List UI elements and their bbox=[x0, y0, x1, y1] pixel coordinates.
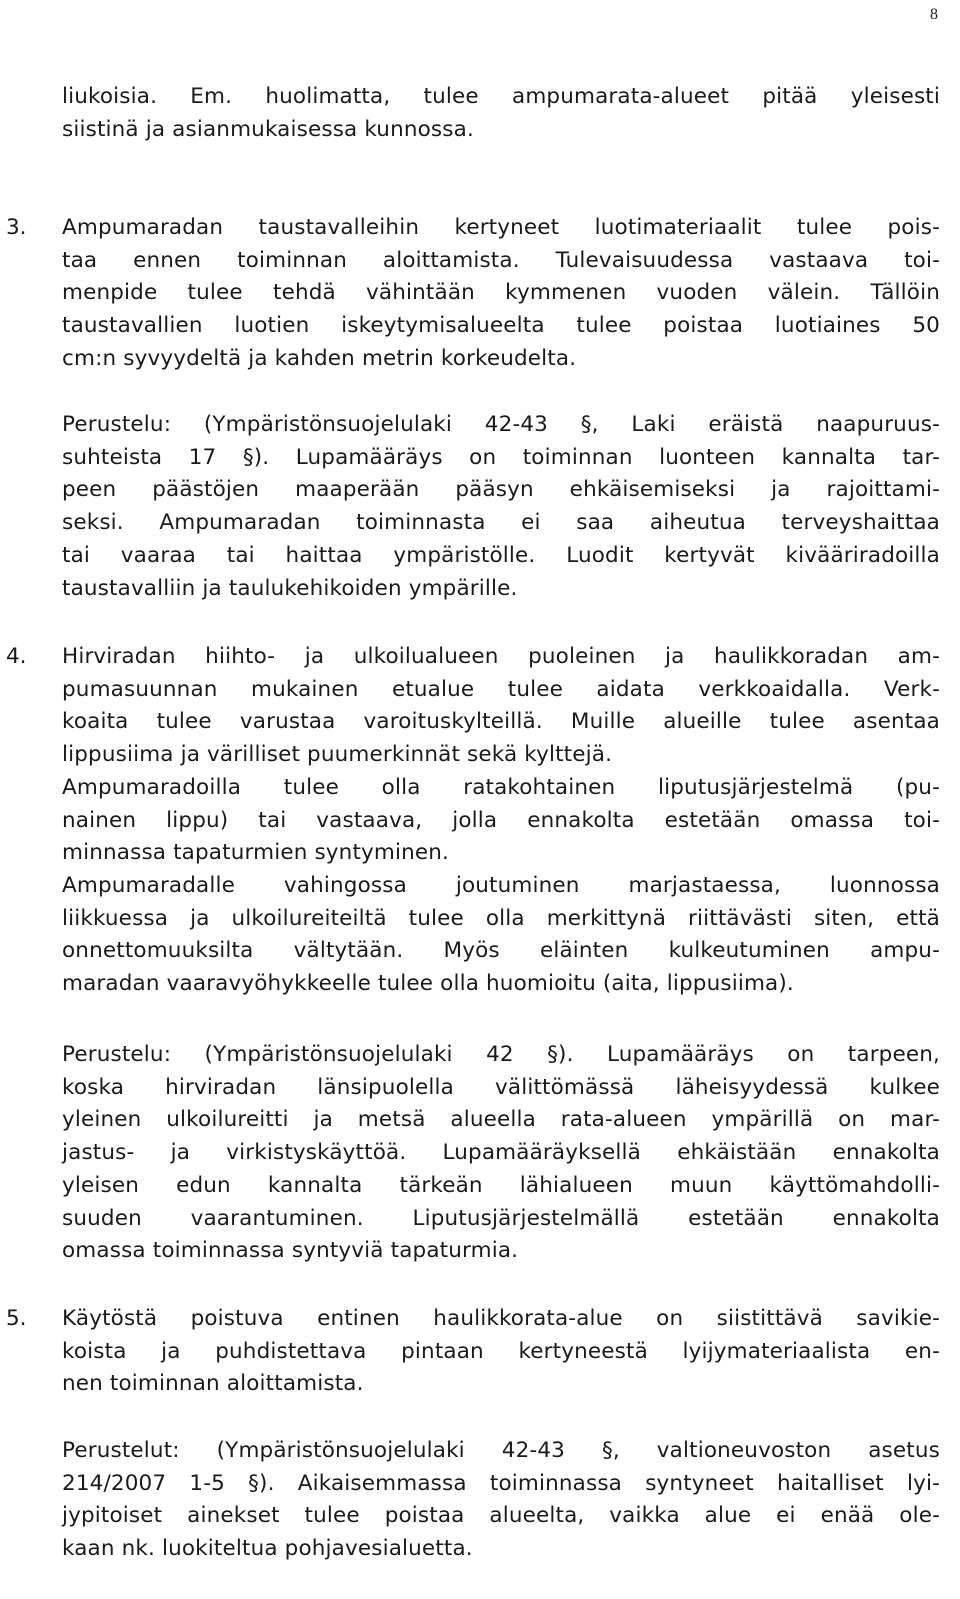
text-line: Ampumaradalle vahingossa joutuminen marjastaessa, luonnossa bbox=[62, 873, 940, 898]
text-line: koista ja puhdistettava pintaan kertyneestä lyijymateriaalista en- bbox=[62, 1338, 940, 1364]
text-line: jastus- ja virkistyskäyttöä. Lupamääräyksellä ehkäistään ennakolta bbox=[62, 1140, 940, 1166]
text-line: nainen lippu) tai vastaava, jolla ennakolta estetään omassa toi- bbox=[62, 807, 940, 833]
text-line: liikkuessa ja ulkoilureiteiltä tulee olla merkittynä riittävästi siten, että bbox=[62, 905, 940, 931]
text-line: Hirviradan hiihto- ja ulkoilualueen puoleinen ja haulikkoradan am- bbox=[62, 644, 940, 669]
text-line: jypitoiset ainekset tulee poistaa alueelta, vaikka alue ei enää ole- bbox=[62, 1503, 940, 1529]
text-line: minnassa tapaturmien syntyminen. bbox=[62, 840, 450, 866]
text-line: koaita tulee varustaa varoituskylteillä. Muille alueille tulee asentaa bbox=[62, 709, 940, 735]
text-line: taustavalliin ja taulukehikoiden ympärille. bbox=[62, 575, 518, 601]
paragraph-p-intro bbox=[62, 81, 940, 146]
text-line: Käytöstä poistuva entinen haulikkorata-alue on siistittävä savikie- bbox=[62, 1306, 940, 1331]
paragraph-item-4 bbox=[62, 641, 940, 772]
text-line: nen toiminnan aloittamista. bbox=[62, 1371, 364, 1397]
text-line: suhteista 17 §). Lupamääräys on toiminnan luonteen kannalta tar- bbox=[62, 444, 940, 470]
text-line: liukoisia. Em. huolimatta, tulee ampumarata-alueet pitää yleisesti bbox=[62, 84, 940, 109]
list-number-label: 4. bbox=[6, 644, 27, 669]
text-line: menpide tulee tehdä vähintään kymmenen vuoden välein. Tällöin bbox=[62, 280, 940, 306]
text-line: yleisen edun kannalta tärkeän lähialueen muun käyttömahdolli- bbox=[62, 1172, 940, 1198]
text-line: onnettomuuksilta vältytään. Myös eläinten kulkeutuminen ampu- bbox=[62, 938, 940, 964]
text-line: seksi. Ampumaradan toiminnasta ei saa aiheutua terveyshaittaa bbox=[62, 510, 940, 536]
list-number-label: 3. bbox=[6, 215, 27, 240]
text-line: omassa toiminnassa syntyviä tapaturmia. bbox=[62, 1238, 519, 1264]
paragraph-p-item4-b bbox=[62, 772, 940, 870]
text-line: peen päästöjen maaperään pääsyn ehkäisemiseksi ja rajoittami- bbox=[62, 477, 940, 503]
text-line: 214/2007 1-5 §). Aikaisemmassa toiminnassa syntyneet haitalliset lyi- bbox=[62, 1470, 940, 1496]
paragraph-item-3 bbox=[62, 212, 940, 376]
text-line: taustavallien luotien iskeytymisalueelta tulee poistaa luotiaines 50 bbox=[62, 313, 940, 339]
text-line: tai vaaraa tai haittaa ympäristölle. Luodit kertyvät kivääriradoilla bbox=[62, 542, 940, 568]
text-line: taa ennen toiminnan aloittamista. Tulevaisuudessa vastaava toi- bbox=[62, 247, 940, 273]
text-line: yleinen ulkoilureitti ja metsä alueella rata-alueen ympärillä on mar- bbox=[62, 1107, 940, 1133]
text-line: siistinä ja asianmukaisessa kunnossa. bbox=[62, 116, 474, 142]
list-number-label: 5. bbox=[6, 1306, 27, 1331]
page-number: 8 bbox=[930, 6, 938, 23]
text-line: Ampumaradoilla tulee olla ratakohtainen liputusjärjestelmä (pu- bbox=[62, 775, 940, 800]
paragraph-p-perustelu-4 bbox=[62, 1039, 940, 1268]
text-line: Perustelut: (Ympäristönsuojelulaki 42-43 §, valtioneuvoston asetus bbox=[62, 1438, 940, 1463]
paragraph-p-perustelut-5 bbox=[62, 1435, 940, 1566]
text-line: pumasuunnan mukainen etualue tulee aidata verkkoaidalla. Verk- bbox=[62, 676, 940, 702]
text-line: lippusiima ja värilliset puumerkinnät sekä kylttejä. bbox=[62, 742, 613, 768]
text-line: kaan nk. luokiteltua pohjavesialuetta. bbox=[62, 1536, 473, 1562]
text-line: Perustelu: (Ympäristönsuojelulaki 42-43 §, Laki eräistä naapuruus- bbox=[62, 412, 940, 437]
text-line: suuden vaarantuminen. Liputusjärjestelmällä estetään ennakolta bbox=[62, 1205, 940, 1231]
text-line: maradan vaaravyöhykkeelle tulee olla huomioitu (aita, lippusiima). bbox=[62, 971, 794, 997]
paragraph-p-perustelu-3 bbox=[62, 409, 940, 605]
text-line: cm:n syvyydeltä ja kahden metrin korkeudelta. bbox=[62, 345, 577, 371]
text-line: Ampumaradan taustavalleihin kertyneet luotimateriaalit tulee pois- bbox=[62, 215, 940, 240]
paragraph-item-5 bbox=[62, 1303, 940, 1401]
paragraph-p-item4-c bbox=[62, 870, 940, 1001]
text-line: Perustelu: (Ympäristönsuojelulaki 42 §). Lupamääräys on tarpeen, bbox=[62, 1042, 940, 1067]
text-line: koska hirviradan länsipuolella välittömässä läheisyydessä kulkee bbox=[62, 1074, 940, 1100]
